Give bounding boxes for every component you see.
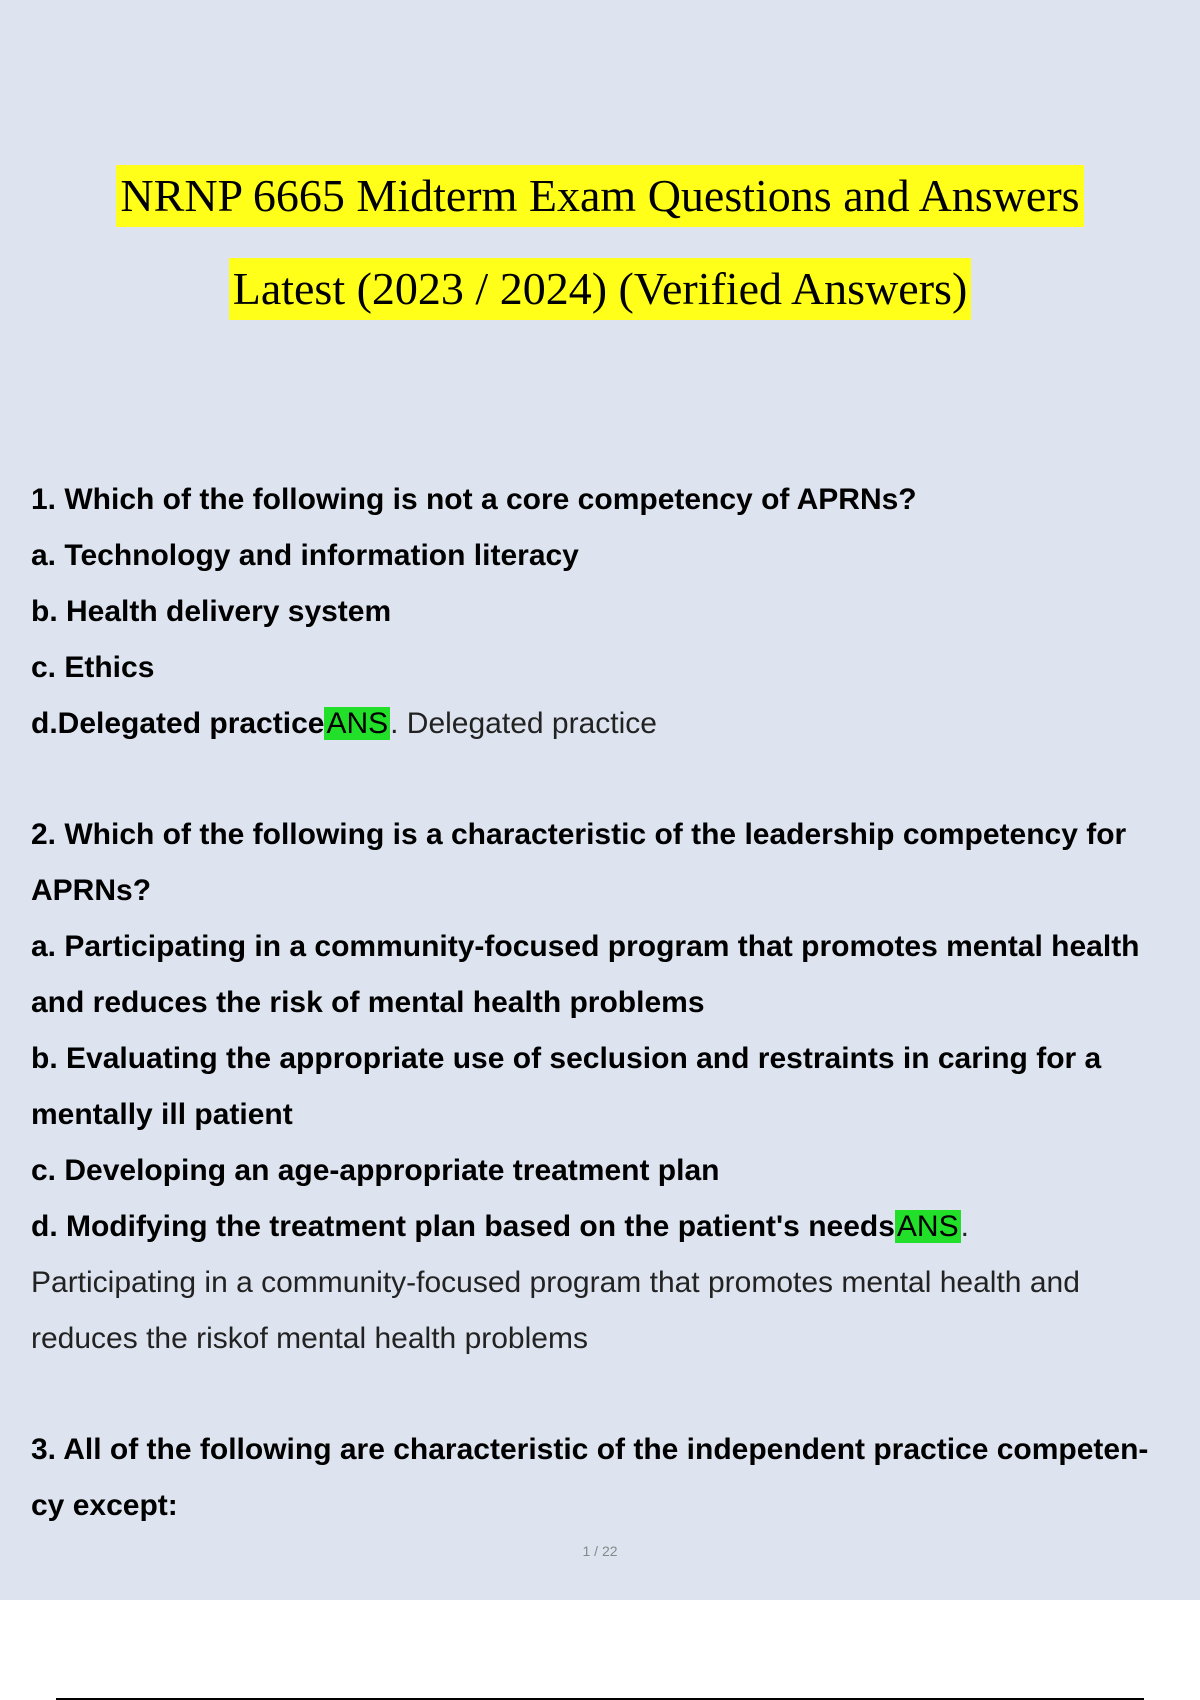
q2-option-b-line-1: b. Evaluating the appropriate use of seclusion and restraints in caring for a [31, 1042, 1102, 1075]
q1-answer: . Delegated practice [390, 707, 657, 740]
q2-option-b-line-2: mentally ill patient [31, 1098, 293, 1131]
q1-option-d: d.Delegated practice [31, 707, 325, 740]
q2-option-d-line [31, 1199, 1200, 1255]
title-line-2: Latest (2023 / 2024) (Verified Answers) [229, 258, 972, 320]
q2-answer-line-1: Participating in a community-focused program that promotes mental health and [31, 1266, 1080, 1299]
question-2-line-1: 2. Which of the following is a characteristic of the leadership competency for [31, 818, 1127, 851]
questions-body [31, 472, 1200, 1534]
question-3-line-2: cy except: [31, 1489, 178, 1522]
q1-ans-highlight: ANS [326, 707, 389, 740]
q1-option-a: a. Technology and information literacy [31, 539, 579, 572]
q2-option-a-line-1: a. Participating in a community-focused program that promotes mental health [31, 930, 1140, 963]
question-3-line-1: 3. All of the following are characteristic of the independent practice competen- [31, 1433, 1149, 1466]
title-line-1: NRNP 6665 Midterm Exam Questions and Answers [116, 165, 1083, 227]
question-1: 1. Which of the following is not a core competency of APRNs? [31, 483, 917, 516]
q2-option-a-line-2: and reduces the risk of mental health problems [31, 986, 705, 1019]
page-indicator: 1 / 22 [582, 1543, 618, 1559]
q2-ans-period: . [960, 1210, 969, 1243]
q2-option-d: d. Modifying the treatment plan based on the patient's needs [31, 1210, 895, 1243]
q2-ans-highlight: ANS [896, 1210, 959, 1243]
q2-option-c: c. Developing an age-appropriate treatment plan [31, 1154, 720, 1187]
q1-option-c: c. Ethics [31, 651, 155, 684]
document-title [0, 165, 1200, 320]
q2-answer-line-2: reduces the riskof mental health problems [31, 1322, 588, 1355]
q1-option-d-line [31, 696, 1200, 752]
q1-option-b: b. Health delivery system [31, 595, 392, 628]
question-2-line-2: APRNs? [31, 874, 152, 907]
